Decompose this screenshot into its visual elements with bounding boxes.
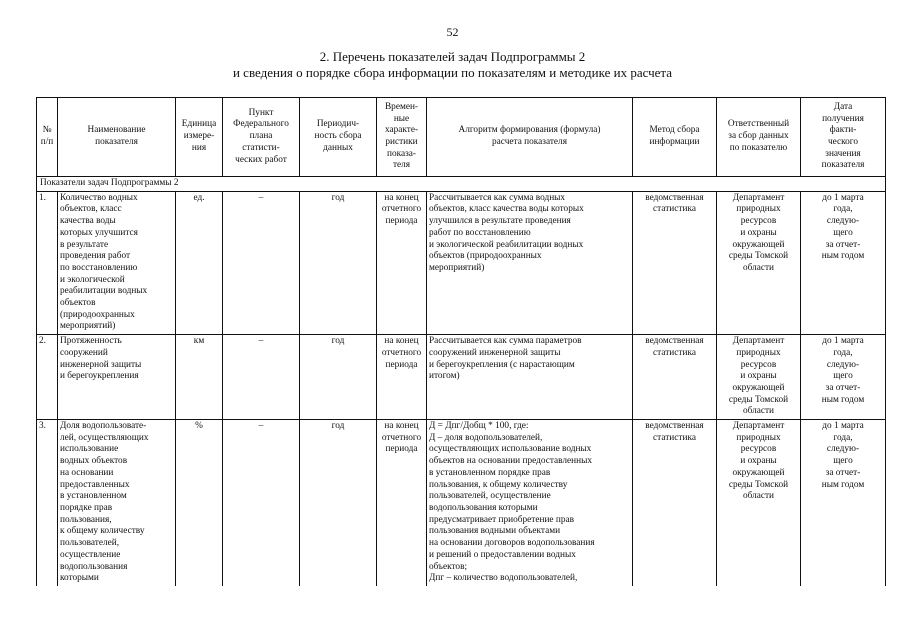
title-line-1: 2. Перечень показателей задач Подпрограммы 2 — [319, 49, 586, 64]
section-label: Показатели задач Подпрограммы 2 — [37, 177, 886, 192]
collection-method: ведомственная статистика — [633, 335, 717, 420]
responsible: Департамент природных ресурсов и охраны окружающей среды Томской области — [717, 420, 801, 586]
periodicity: год — [300, 335, 377, 420]
document-title — [0, 49, 905, 81]
unit: км — [176, 335, 223, 420]
indicator-name: Доля водопользовате- лей, осуществляющих использование водных объектов на основании предоставленных в установленном порядке прав пользования, к общему количеству пользователей, осуществление водопользования которыми — [58, 420, 176, 586]
header-date: Дата получения факти- ческого значения показателя — [801, 98, 886, 177]
time-characteristic: на конец отчетного периода — [377, 191, 427, 334]
unit: % — [176, 420, 223, 586]
collection-method: ведомственная статистика — [633, 420, 717, 586]
time-characteristic: на конец отчетного периода — [377, 420, 427, 586]
header-time-char: Времен- ные характе- ристики показа- теля — [377, 98, 427, 177]
receipt-date: до 1 марта года, следую- щего за отчет- ным годом — [801, 420, 886, 586]
row-num: 2. — [37, 335, 58, 420]
row-num: 1. — [37, 191, 58, 334]
receipt-date: до 1 марта года, следую- щего за отчет- ным годом — [801, 191, 886, 334]
table-row — [37, 335, 886, 420]
periodicity: год — [300, 420, 377, 586]
collection-method: ведомственная статистика — [633, 191, 717, 334]
algorithm: Д = Дпг/Добщ * 100, где: Д – доля водопользователей, осуществляющих использование водных объектов на основании предоставленных в установленном порядке прав пользования, к общему количеству пользователей, осуществление водопользования которыми предусматривает приобретение прав пользования водными объектами на основании договоров водопользования и решений о предоставлении водных объектов; Дпг – количество водопользователей, — [427, 420, 633, 586]
responsible: Департамент природных ресурсов и охраны окружающей среды Томской области — [717, 191, 801, 334]
table-header-row — [37, 98, 886, 177]
fed-plan: – — [223, 191, 300, 334]
algorithm: Рассчитывается как сумма водных объектов, класс качества воды которых улучшился в результате проведения работ по восстановлению и экологической реабилитации водных объектов (природоохранных мероприятий) — [427, 191, 633, 334]
header-method: Метод сбора информации — [633, 98, 717, 177]
header-num: № п/п — [37, 98, 58, 177]
section-row — [37, 177, 886, 192]
indicator-name: Количество водных объектов, класс качества воды которых улучшится в результате проведения работ по восстановлению и экологической реабилитации водных объектов (природоохранных мероприятий) — [58, 191, 176, 334]
receipt-date: до 1 марта года, следую- щего за отчет- ным годом — [801, 335, 886, 420]
periodicity: год — [300, 191, 377, 334]
title-line-2: и сведения о порядке сбора информации по показателям и методике их расчета — [232, 65, 673, 80]
table-row — [37, 420, 886, 586]
time-characteristic: на конец отчетного периода — [377, 335, 427, 420]
algorithm: Рассчитывается как сумма параметров сооружений инженерной защиты и берегоукрепления (с нарастающим итогом) — [427, 335, 633, 420]
header-name: Наименование показателя — [58, 98, 176, 177]
header-responsible: Ответственный за сбор данных по показателю — [717, 98, 801, 177]
header-unit: Единица измере- ния — [176, 98, 223, 177]
header-fed-plan: Пункт Федерального плана статисти- ческих работ — [223, 98, 300, 177]
page-number: 52 — [446, 25, 459, 39]
fed-plan: – — [223, 420, 300, 586]
header-periodicity: Периодич- ность сбора данных — [300, 98, 377, 177]
responsible: Департамент природных ресурсов и охраны окружающей среды Томской области — [717, 335, 801, 420]
indicator-name: Протяженность сооружений инженерной защиты и берегоукрепления — [58, 335, 176, 420]
fed-plan: – — [223, 335, 300, 420]
indicators-table — [36, 97, 886, 586]
unit: ед. — [176, 191, 223, 334]
header-algorithm: Алгоритм формирования (формула) расчета показателя — [427, 98, 633, 177]
row-num: 3. — [37, 420, 58, 586]
table-row — [37, 191, 886, 334]
